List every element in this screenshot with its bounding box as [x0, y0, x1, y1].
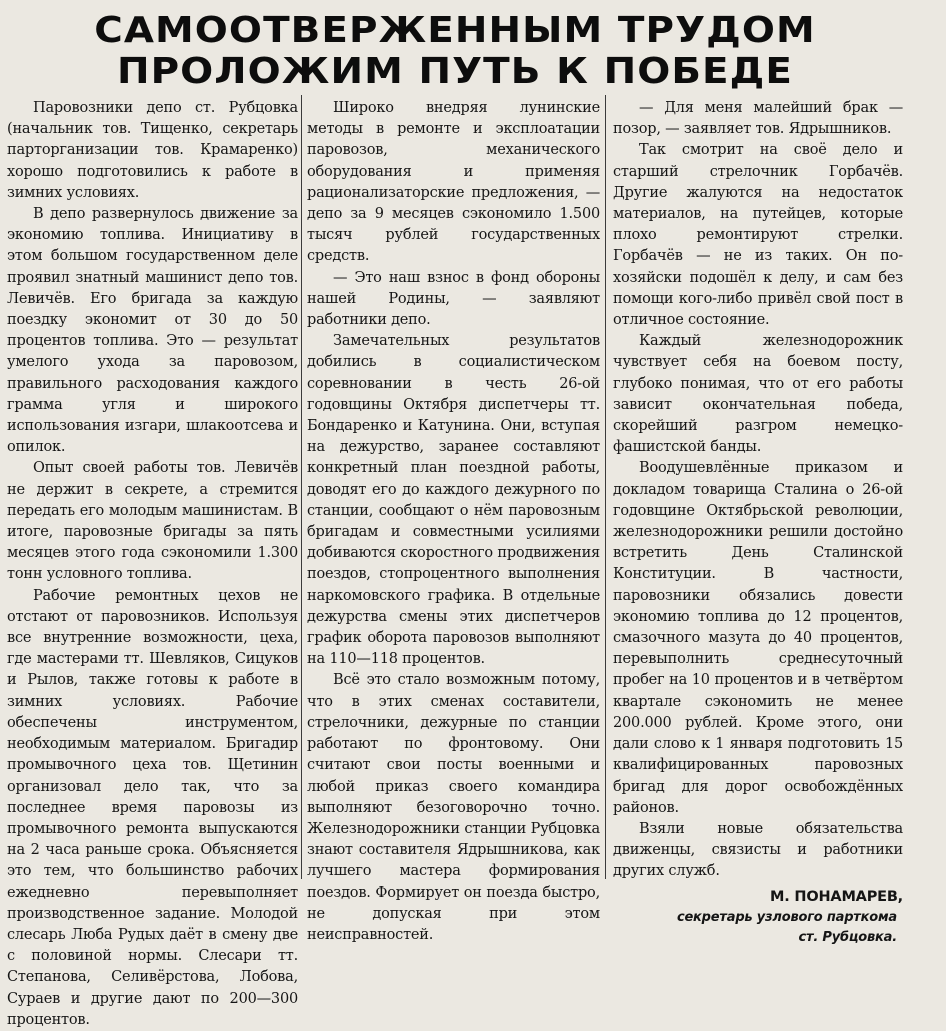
headline-line-2: ПРОЛОЖИМ ПУТЬ К ПОБЕДЕ	[116, 51, 794, 92]
paragraph: В депо развернулось движение за экономию топлива. Инициативу в этом большом государственном деле проявил знатный машинист депо тов. Левичёв. Его бригада за каждую поездку экономит от 30 до 50 процентов топлива. Это — результат умелого ухода за паровозом, правильного расходования каждого грамма угля и широкого использования изгари, шлакоотсева и опилок.	[7, 206, 298, 456]
paragraph: Так смотрит на своё дело и старший стрелочник Горбачёв. Другие жалуются на недостаток материалов, на путейцев, которые плохо ремонтируют стрелки. Горбачёв — не из таких. Он по-хозяйски подошёл к делу, и сам без помощи кого-либо привёл свой пост в отличное состояние.	[613, 142, 903, 329]
paragraph: Взяли новые обязательства движенцы, связисты и работники других служб.	[613, 820, 903, 880]
paragraph: Каждый железнодорожник чувствует себя на боевом посту, глубоко понимая, что от его работы зависит окончательная победа, скорейший разгром немецко-фашистской банды.	[613, 333, 903, 456]
headline-line-1: САМООТВЕРЖЕННЫМ ТРУДОМ	[94, 10, 816, 51]
paragraph: Широко внедряя лунинские методы в ремонте и эксплоатации паровозов, механического оборудования и применяя рационализаторские предложения, — депо за 9 месяцев сэкономило 1.500 тысяч рублей государственных средств.	[307, 100, 600, 265]
paragraph: Замечательных результатов добились в социалистическом соревновании в честь 26-ой годовщины Октября диспетчеры тт. Бондаренко и Катунина. Они, вступая на дежурство, заранее составляют конкретный план поездной работы, доводят его до каждого дежурного по станции, сообщают о нём паровозным бригадам и совместными усилиями добиваются скоростного продвижения поездов, стопроцентного выполнения наркомовского графика. В отдельные дежурства смены этих диспетчеров график оборота паровозов выполняют на 110—118 процентов.	[307, 333, 600, 668]
paragraph: — Это наш взнос в фонд обороны нашей Родины, — заявляют работники депо.	[307, 269, 600, 329]
column-divider	[301, 95, 302, 879]
article-headline	[0, 10, 946, 92]
author-location: ст. Рубцовка.	[798, 929, 897, 945]
paragraph: Всё это стало возможным потому, что в этих сменах составители, стрелочники, дежурные по станции работают по фронтовому. Они считают свои посты военными и любой приказ своего командира выполняют безоговорочно точно. Железнодорожники станции Рубцовка знают составителя Ядрышникова, как лучшего мастера формирования поездов. Формирует он поезда быстро, не допуская при этом неисправностей.	[307, 672, 600, 943]
paragraph: Воодушевлённые приказом и докладом товарища Сталина о 26-ой годовщине Октябрьской революции, железнодорожники решили достойно встретить День Сталинской Конституции. В частности, паровозники обязались довести экономию топлива до 12 процентов, смазочного мазута до 40 процентов, перевыполнить среднесуточный пробег на 10 процентов и в четвёртом квартале сэкономить не менее 200.000 рублей. Кроме этого, они дали слово к 1 января подготовить 15 квалифицированных паровозных бригад для дорог освобождённых районов.	[613, 460, 903, 816]
author-role: секретарь узлового парткома	[676, 909, 897, 925]
article-column-1	[7, 98, 298, 1028]
column-divider	[605, 95, 606, 879]
article-column-2	[307, 98, 600, 943]
paragraph: Паровозники депо ст. Рубцовка (начальник тов. Тищенко, секретарь парторганизации тов. Крамаренко) хорошо подготовились к работе в зимних условиях.	[7, 100, 298, 201]
author-name: М. ПОНАМАРЕВ,	[770, 888, 903, 905]
article-column-3	[613, 98, 903, 945]
paragraph: Рабочие ремонтных цехов не отстают от паровозников. Используя все внутренние возможности, цеха, где мастерами тт. Шевляков, Сицуков и Рылов, также готовы к работе в зимних условиях. Рабочие обеспечены инструментом, необходимым материалом. Бригадир промывочного цеха тов. Щетинин организовал дело так, что за последнее время паровозы из промывочного ремонта выпускаются на 2 часа раньше срока. Объясняется это тем, что большинство рабочих ежедневно перевыполняет производственное задание. Молодой слесарь Люба Рудых даёт в смену две с половиной нормы. Слесари тт. Степанова, Селивёрстова, Лобова, Сураев и другие дают по 200—300 процентов.	[7, 587, 298, 1028]
paragraph: Опыт своей работы тов. Левичёв не держит в секрете, а стремится передать его молодым машинистам. В итоге, паровозные бригады за пять месяцев этого года сэкономили 1.300 тонн условного топлива.	[7, 460, 298, 583]
paragraph: — Для меня малейший брак — позор, — заявляет тов. Ядрышников.	[613, 100, 903, 138]
